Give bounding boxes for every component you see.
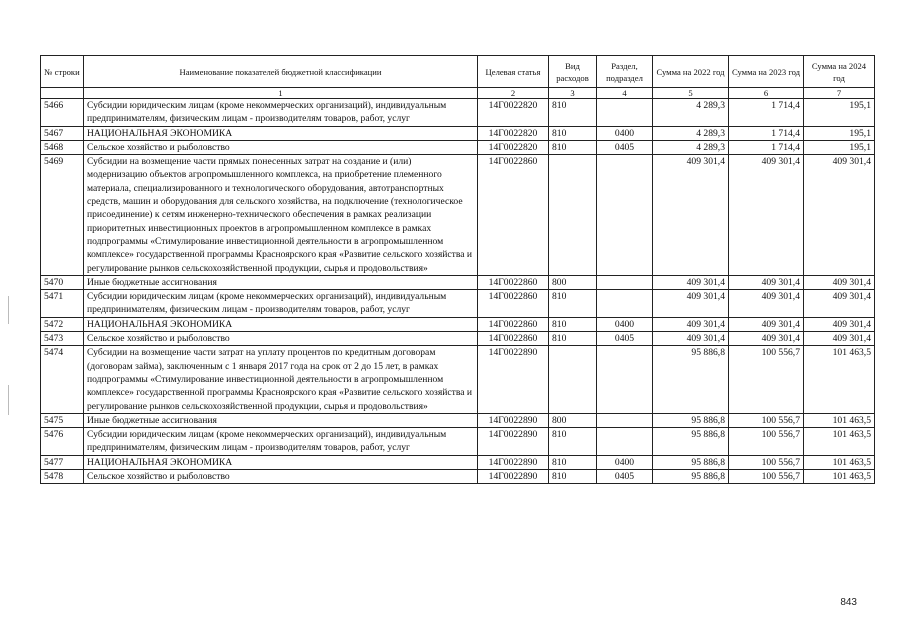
- section-cell: [597, 155, 653, 276]
- expense-type-cell: [549, 155, 597, 276]
- row-number-cell: 5476: [41, 428, 84, 456]
- table-row: [41, 317, 875, 331]
- section-cell: [597, 99, 653, 127]
- indicator-name-cell: НАЦИОНАЛЬНАЯ ЭКОНОМИКА: [84, 455, 478, 469]
- sum-2022-cell: 409 301,4: [653, 290, 729, 318]
- binding-mark: [8, 385, 9, 415]
- indicator-name-cell: НАЦИОНАЛЬНАЯ ЭКОНОМИКА: [84, 126, 478, 140]
- sum-2022-cell: 95 886,8: [653, 413, 729, 427]
- sum-2023-cell: 100 556,7: [729, 346, 804, 413]
- sum-2023-cell: 409 301,4: [729, 155, 804, 276]
- row-number-cell: 5473: [41, 332, 84, 346]
- indicator-name-cell: Сельское хозяйство и рыболовство: [84, 470, 478, 484]
- table-row: [41, 126, 875, 140]
- header-target-article: Целевая статья: [478, 56, 549, 88]
- table-row: [41, 290, 875, 318]
- binding-mark: [8, 296, 9, 324]
- target-article-cell: 14Г0022860: [478, 290, 549, 318]
- sum-2023-cell: 409 301,4: [729, 332, 804, 346]
- column-number: 4: [597, 88, 653, 99]
- sum-2024-cell: 409 301,4: [804, 332, 875, 346]
- column-number: 6: [729, 88, 804, 99]
- header-sum-2024: Сумма на 2024 год: [804, 56, 875, 88]
- section-cell: 0400: [597, 317, 653, 331]
- target-article-cell: 14Г0022860: [478, 155, 549, 276]
- sum-2024-cell: 409 301,4: [804, 317, 875, 331]
- sum-2023-cell: 1 714,4: [729, 140, 804, 154]
- table-row: [41, 455, 875, 469]
- sum-2024-cell: 101 463,5: [804, 428, 875, 456]
- expense-type-cell: 810: [549, 455, 597, 469]
- sum-2022-cell: 95 886,8: [653, 346, 729, 413]
- target-article-cell: 14Г0022820: [478, 126, 549, 140]
- section-cell: [597, 346, 653, 413]
- section-cell: 0405: [597, 332, 653, 346]
- sum-2022-cell: 409 301,4: [653, 275, 729, 289]
- column-number: 1: [84, 88, 478, 99]
- indicator-name-cell: Субсидии на возмещение части затрат на уплату процентов по кредитным договорам (договорам займа), заключенным с 1 января 2017 года на срок от 2 до 15 лет, в рамках подпрограммы «Стимулирование инвестиционной деятельности в агропромышленном комплексе» государственной программы Красноярского края «Развитие сельского хозяйства и регулирование рынков сельскохозяйственной продукции, сырья и продовольствия»: [84, 346, 478, 413]
- row-number-cell: 5477: [41, 455, 84, 469]
- sum-2023-cell: 409 301,4: [729, 317, 804, 331]
- row-number-cell: 5475: [41, 413, 84, 427]
- sum-2022-cell: 95 886,8: [653, 455, 729, 469]
- target-article-cell: 14Г0022860: [478, 275, 549, 289]
- sum-2022-cell: 95 886,8: [653, 470, 729, 484]
- expense-type-cell: 810: [549, 332, 597, 346]
- sum-2023-cell: 409 301,4: [729, 275, 804, 289]
- sum-2023-cell: 1 714,4: [729, 126, 804, 140]
- table-row: [41, 413, 875, 427]
- table-row: [41, 140, 875, 154]
- expense-type-cell: 800: [549, 413, 597, 427]
- column-number-empty: [41, 88, 84, 99]
- target-article-cell: 14Г0022860: [478, 332, 549, 346]
- section-cell: 0400: [597, 455, 653, 469]
- section-cell: 0405: [597, 470, 653, 484]
- indicator-name-cell: НАЦИОНАЛЬНАЯ ЭКОНОМИКА: [84, 317, 478, 331]
- column-number: 3: [549, 88, 597, 99]
- indicator-name-cell: Субсидии юридическим лицам (кроме некоммерческих организаций), индивидуальным предпринимателям, физическим лицам - производителям товаров, работ, услуг: [84, 99, 478, 127]
- column-number: 7: [804, 88, 875, 99]
- sum-2024-cell: 101 463,5: [804, 455, 875, 469]
- sum-2023-cell: 100 556,7: [729, 413, 804, 427]
- row-number-cell: 5474: [41, 346, 84, 413]
- row-number-cell: 5466: [41, 99, 84, 127]
- sum-2023-cell: 100 556,7: [729, 428, 804, 456]
- section-cell: [597, 290, 653, 318]
- row-number-cell: 5471: [41, 290, 84, 318]
- indicator-name-cell: Иные бюджетные ассигнования: [84, 413, 478, 427]
- table-row: [41, 346, 875, 413]
- sum-2022-cell: 4 289,3: [653, 140, 729, 154]
- indicator-name-cell: Сельское хозяйство и рыболовство: [84, 140, 478, 154]
- table-row: [41, 275, 875, 289]
- table-header-row: [41, 56, 875, 88]
- table-row: [41, 428, 875, 456]
- column-number: 2: [478, 88, 549, 99]
- expense-type-cell: 810: [549, 428, 597, 456]
- header-name: Наименование показателей бюджетной классификации: [84, 56, 478, 88]
- row-number-cell: 5469: [41, 155, 84, 276]
- sum-2023-cell: 409 301,4: [729, 290, 804, 318]
- target-article-cell: 14Г0022890: [478, 346, 549, 413]
- expense-type-cell: 810: [549, 126, 597, 140]
- sum-2022-cell: 409 301,4: [653, 317, 729, 331]
- column-number-row: [41, 88, 875, 99]
- target-article-cell: 14Г0022890: [478, 470, 549, 484]
- target-article-cell: 14Г0022890: [478, 428, 549, 456]
- sum-2024-cell: 195,1: [804, 126, 875, 140]
- budget-table: [40, 55, 875, 484]
- header-expense-type: Вид расходов: [549, 56, 597, 88]
- indicator-name-cell: Субсидии юридическим лицам (кроме некоммерческих организаций), индивидуальным предпринимателям, физическим лицам - производителям товаров, работ, услуг: [84, 290, 478, 318]
- sum-2022-cell: 4 289,3: [653, 99, 729, 127]
- sum-2024-cell: 409 301,4: [804, 290, 875, 318]
- sum-2024-cell: 101 463,5: [804, 470, 875, 484]
- header-sum-2022: Сумма на 2022 год: [653, 56, 729, 88]
- sum-2023-cell: 1 714,4: [729, 99, 804, 127]
- indicator-name-cell: Субсидии юридическим лицам (кроме некоммерческих организаций), индивидуальным предпринимателям, физическим лицам - производителям товаров, работ, услуг: [84, 428, 478, 456]
- sum-2024-cell: 195,1: [804, 99, 875, 127]
- row-number-cell: 5478: [41, 470, 84, 484]
- section-cell: [597, 275, 653, 289]
- indicator-name-cell: Иные бюджетные ассигнования: [84, 275, 478, 289]
- target-article-cell: 14Г0022890: [478, 413, 549, 427]
- sum-2023-cell: 100 556,7: [729, 470, 804, 484]
- sum-2024-cell: 409 301,4: [804, 155, 875, 276]
- header-section: Раздел, подраздел: [597, 56, 653, 88]
- header-sum-2023: Сумма на 2023 год: [729, 56, 804, 88]
- indicator-name-cell: Субсидии на возмещение части прямых понесенных затрат на создание и (или) модернизацию объектов агропромышленного комплекса, на приобретение племенного материала, специализированного и технологического оборудования, автотранспортных средств, машин и оборудования для сельского хозяйства, на подключение (технологическое присоединение) к сетям инженерно-технического обеспечения в рамках реализации приоритетных инвестиционных проектов в агропромышленном комплексе в рамках подпрограммы «Стимулирование инвестиционной деятельности в агропромышленном комплексе» государственной программы Красноярского края «Развитие сельского хозяйства и регулирование рынков сельскохозяйственной продукции, сырья и продовольствия»: [84, 155, 478, 276]
- sum-2022-cell: 95 886,8: [653, 428, 729, 456]
- table-body: [41, 99, 875, 484]
- target-article-cell: 14Г0022860: [478, 317, 549, 331]
- row-number-cell: 5472: [41, 317, 84, 331]
- target-article-cell: 14Г0022820: [478, 140, 549, 154]
- row-number-cell: 5470: [41, 275, 84, 289]
- expense-type-cell: [549, 346, 597, 413]
- sum-2022-cell: 409 301,4: [653, 332, 729, 346]
- page-number: 843: [840, 597, 857, 608]
- row-number-cell: 5467: [41, 126, 84, 140]
- sum-2024-cell: 409 301,4: [804, 275, 875, 289]
- expense-type-cell: 810: [549, 290, 597, 318]
- target-article-cell: 14Г0022890: [478, 455, 549, 469]
- section-cell: 0405: [597, 140, 653, 154]
- table-row: [41, 470, 875, 484]
- section-cell: [597, 428, 653, 456]
- header-row-number: № строки: [41, 56, 84, 88]
- section-cell: [597, 413, 653, 427]
- expense-type-cell: 800: [549, 275, 597, 289]
- target-article-cell: 14Г0022820: [478, 99, 549, 127]
- expense-type-cell: 810: [549, 317, 597, 331]
- expense-type-cell: 810: [549, 470, 597, 484]
- expense-type-cell: 810: [549, 140, 597, 154]
- sum-2022-cell: 409 301,4: [653, 155, 729, 276]
- table-row: [41, 332, 875, 346]
- table-row: [41, 155, 875, 276]
- sum-2024-cell: 101 463,5: [804, 413, 875, 427]
- sum-2024-cell: 195,1: [804, 140, 875, 154]
- sum-2023-cell: 100 556,7: [729, 455, 804, 469]
- expense-type-cell: 810: [549, 99, 597, 127]
- sum-2022-cell: 4 289,3: [653, 126, 729, 140]
- row-number-cell: 5468: [41, 140, 84, 154]
- sum-2024-cell: 101 463,5: [804, 346, 875, 413]
- column-number: 5: [653, 88, 729, 99]
- section-cell: 0400: [597, 126, 653, 140]
- indicator-name-cell: Сельское хозяйство и рыболовство: [84, 332, 478, 346]
- table-row: [41, 99, 875, 127]
